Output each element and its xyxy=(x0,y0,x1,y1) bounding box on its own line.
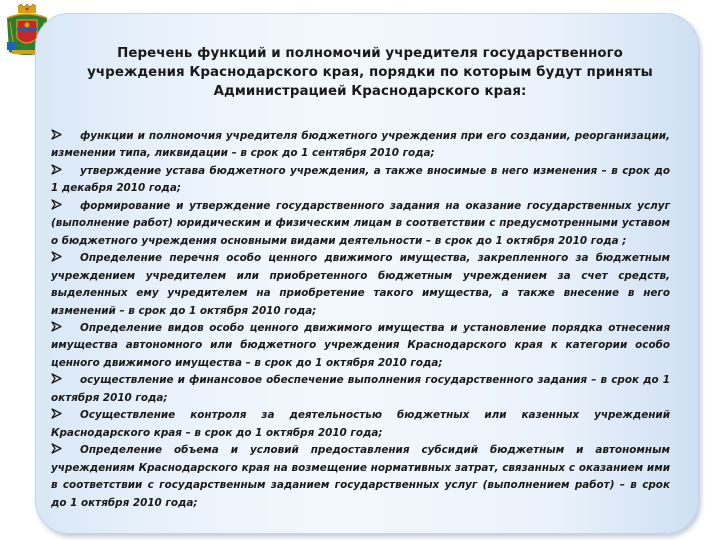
title-line: Перечень функций и полномочий учредителя государственного xyxy=(117,46,623,61)
list-item xyxy=(51,128,670,163)
arrow-bullet-icon xyxy=(51,408,62,419)
arrow-bullet-icon xyxy=(51,164,62,175)
list-item xyxy=(51,198,670,250)
list-item-text: осуществление и финансовое обеспечение выполнения государственного задания – в срок до 1 октября 2010 года; xyxy=(51,374,670,404)
arrow-bullet-icon xyxy=(51,373,62,384)
list-item xyxy=(51,407,670,442)
list-item-text: Осуществление контроля за деятельностью бюджетных или казенных учреждений Краснодарского края – в срок до 1 октября 2010 года; xyxy=(51,409,670,439)
list-item xyxy=(51,163,670,198)
arrow-bullet-icon xyxy=(51,251,62,262)
list-item-text: Определение перечня особо ценного движимого имущества, закрепленного за бюджетным учреждением учредителем или приобретенного бюджетным учреждением за счет средств, выделенных ему учредителем на приобретение такого имущества, а также внесение в него изменений – в срок до 1 октября 2010 года; xyxy=(51,252,670,317)
page-title xyxy=(60,44,680,101)
list-item xyxy=(51,250,670,320)
title-line: учреждения Краснодарского края, порядки по которым будут приняты xyxy=(87,65,653,80)
arrow-bullet-icon xyxy=(51,443,62,454)
list-item-text: функции и полномочия учредителя бюджетного учреждения при его создании, реорганизации, изменении типа, ликвидации – в срок до 1 сентября 2010 года; xyxy=(51,130,670,160)
list-item xyxy=(51,320,670,372)
list-item xyxy=(51,442,670,512)
functions-list xyxy=(51,128,670,512)
arrow-bullet-icon xyxy=(51,129,62,140)
list-item-text: Определение видов особо ценного движимого имущества и установление порядка отнесения имущества автономного или бюджетного учреждения Краснодарского края к категории особо ценного движимого имущества – в срок до 1 октября 2010 года; xyxy=(51,321,670,369)
arrow-bullet-icon xyxy=(51,199,62,210)
arrow-bullet-icon xyxy=(51,321,62,332)
list-item-text: утверждение устава бюджетного учреждения, а также вносимые в него изменения – в срок до 1 декабря 2010 года; xyxy=(51,164,670,195)
list-item-text: Определение объема и условий предоставления субсидий бюджетным и автономным учреждениям Краснодарского края на возмещение нормативных затрат, связанных с оказанием ими в соответствии с государственным заданием государственных услуг (выполнением работ) – в срок до 1 октября 2010 года; xyxy=(51,444,670,509)
title-line: Администрацией Краснодарского края: xyxy=(213,84,527,99)
list-item-text: формирование и утверждение государственного задания на оказание государственных услуг (выполнение работ) юридическим и физическим лицам в соответствии с предусмотренными уставом о бюджетного учреждения основными видами деятельности – в срок до 1 октября 2010 года ; xyxy=(51,199,670,247)
list-item xyxy=(51,372,670,407)
